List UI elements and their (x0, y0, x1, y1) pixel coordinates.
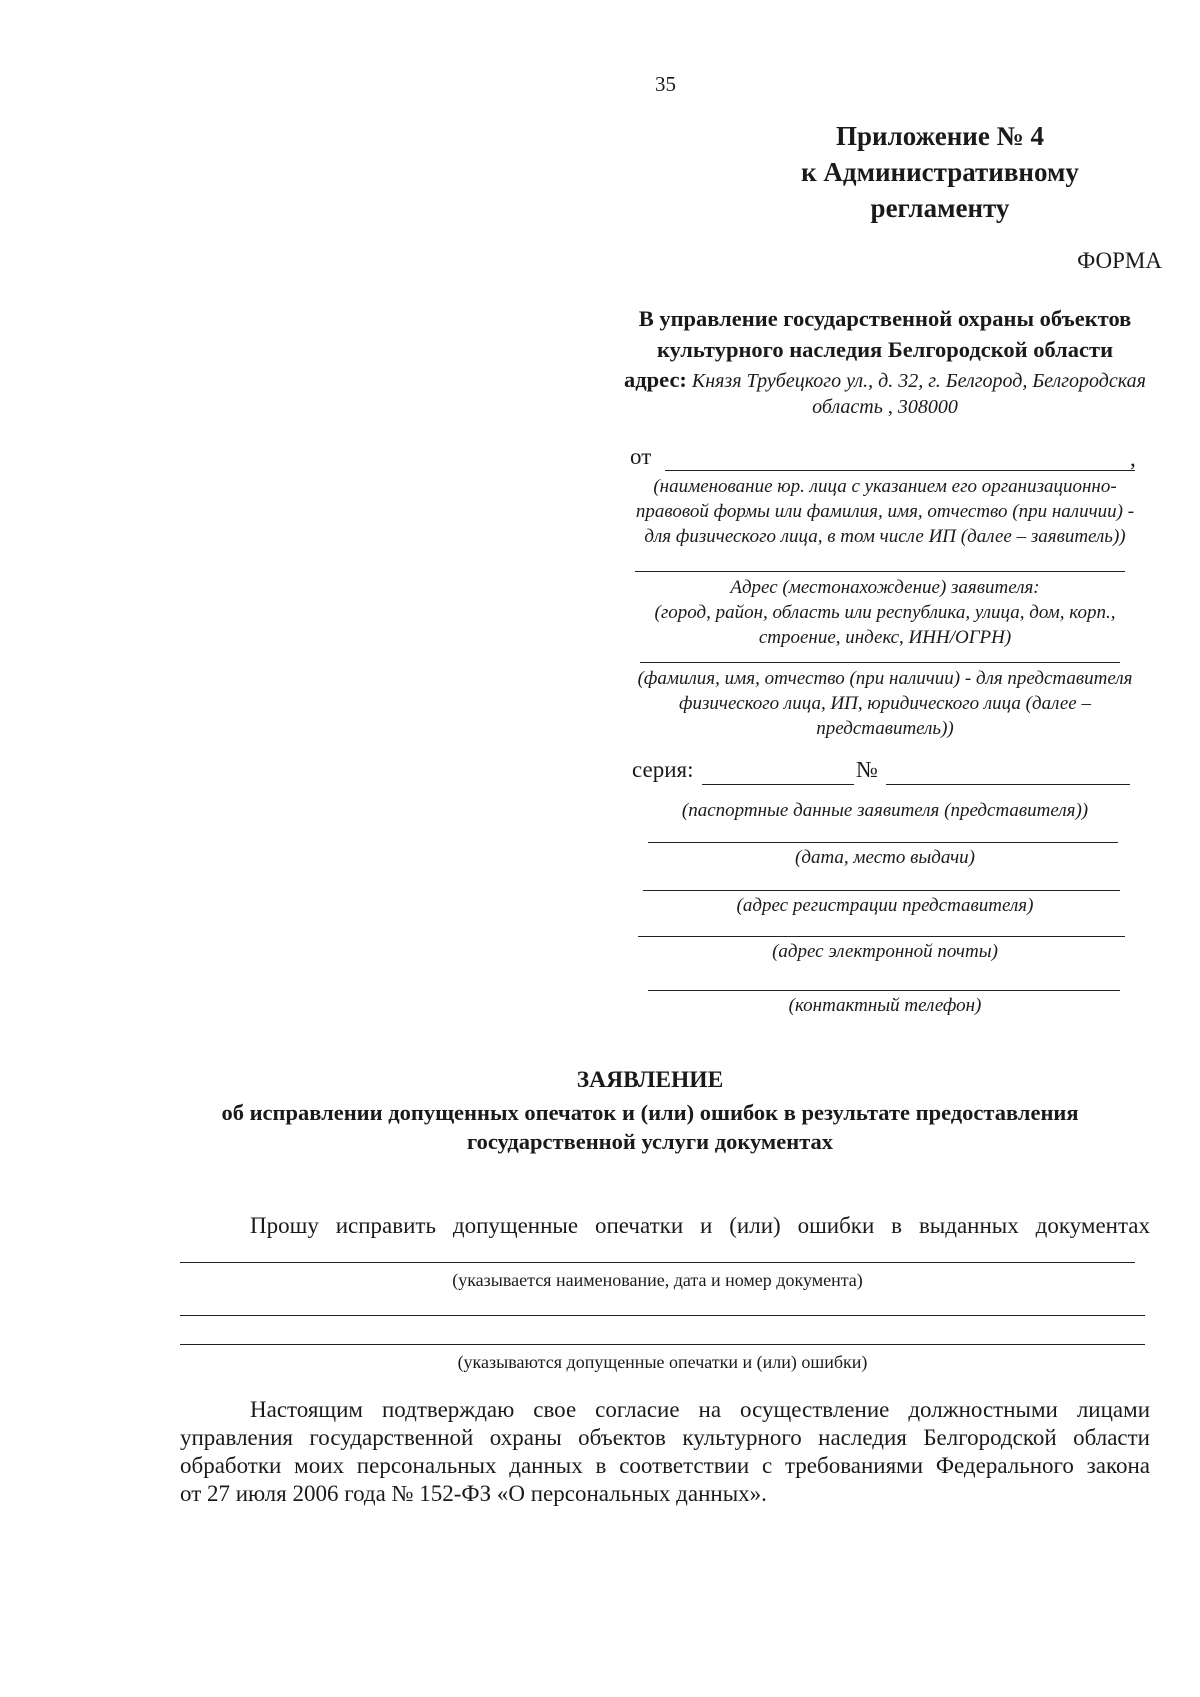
representative-note: (фамилия, имя, отчество (при наличии) - для представителя физического лица, ИП, юридического лица (далее – представитель)) (637, 668, 1133, 739)
errors-field-1[interactable] (180, 1315, 1145, 1316)
issue-note: (дата, место выдачи) (795, 847, 975, 868)
document-field[interactable] (180, 1262, 1135, 1263)
passport-series-field[interactable] (702, 784, 854, 785)
appendix-heading (700, 118, 1180, 226)
statement-subtitle: об исправлении допущенных опечаток и (или) ошибок в результате предоставления государственной услуги документах (221, 1100, 1079, 1154)
addressee-line1: В управление государственной охраны объектов (638, 306, 1132, 331)
number-label: № (856, 757, 878, 782)
applicant-address-note: Адрес (местонахождение) заявителя: (город, район, область или республика, улица, дом, корп., строение, индекс, ИНН/ОГРН) (654, 577, 1116, 648)
addressee-line2: культурного наследия Белгородской области (656, 337, 1114, 362)
address-label: адрес: (624, 367, 687, 392)
appendix-line2: к Административному (801, 157, 1079, 187)
applicant-name-field[interactable] (665, 470, 1135, 471)
issue-field[interactable] (648, 842, 1118, 843)
passport-number-field[interactable] (886, 784, 1130, 785)
appendix-line1: Приложение № 4 (836, 121, 1044, 151)
email-note: (адрес электронной почты) (772, 941, 998, 962)
applicant-address-field[interactable] (635, 571, 1125, 572)
consent-paragraph: Настоящим подтверждаю свое согласие на осуществление должностными лицами управления государственной охраны объектов культурного наследия Белгородской области обработки моих персональных данных в соответствии с требованиями Федерального закона от 27 июля 2006 года № 152-ФЗ «О персональных данных». (180, 1397, 1150, 1506)
phone-field[interactable] (648, 990, 1120, 991)
registration-note: (адрес регистрации представителя) (736, 895, 1034, 916)
addressee-heading (600, 303, 1170, 365)
passport-note: (паспортные данные заявителя (представителя)) (681, 800, 1089, 821)
applicant-name-note: (наименование юр. лица с указанием его организационно- правовой формы или фамилия, имя, отчество (при наличии) - для физического лица, в том числе ИП (далее – заявитель)) (635, 476, 1135, 547)
errors-field-2[interactable] (180, 1344, 1145, 1345)
series-label: серия: (632, 757, 694, 782)
from-label: от (630, 444, 652, 469)
registration-address-field[interactable] (643, 890, 1120, 891)
addressee-address (600, 367, 1170, 420)
address-text-2: область , 308000 (812, 396, 958, 418)
appendix-line3: регламенту (870, 193, 1010, 223)
document-note: (указывается наименование, дата и номер документа) (452, 1270, 863, 1290)
address-text: Князя Трубецкого ул., д. 32, г. Белгород, Белгородская (691, 370, 1146, 392)
statement-title: ЗАЯВЛЕНИЕ (576, 1067, 724, 1093)
form-label: ФОРМА (1077, 248, 1162, 273)
comma: , (1130, 446, 1136, 471)
representative-name-field[interactable] (640, 662, 1120, 663)
phone-note: (контактный телефон) (788, 995, 982, 1016)
email-field[interactable] (638, 936, 1125, 937)
page-number: 35 (655, 72, 676, 96)
request-text: Прошу исправить допущенные опечатки и (или) ошибки в выданных документах (250, 1213, 1150, 1238)
errors-note: (указываются допущенные опечатки и (или) ошибки) (457, 1352, 868, 1372)
